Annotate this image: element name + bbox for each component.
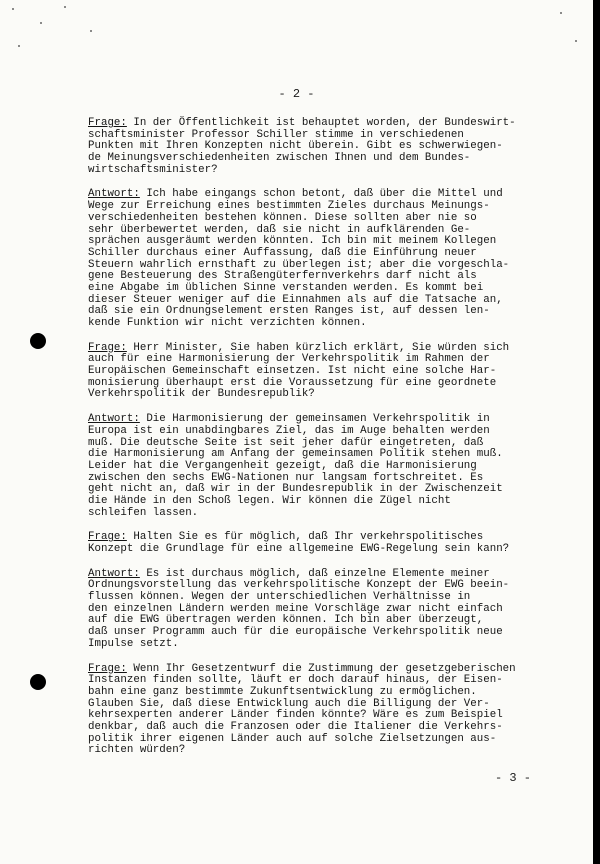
text-line: schaftsminister Professor Schiller stimme in verschiedenen [88,128,464,141]
punch-hole-bottom [30,674,46,690]
scan-speckle [40,22,42,24]
speaker-label: Frage: [88,341,127,354]
text-line [88,118,578,130]
line-text: Herr Minister, Sie haben kürzlich erklärt, Sie würden sich [126,341,510,354]
speaker-label: Frage: [88,531,127,544]
text-line: de Meinungsverschiedenheiten zwischen Ihnen und dem Bundes- [88,152,471,165]
text-line: auch für eine Harmonisierung der Verkehrspolitik im Rahmen der [88,353,490,366]
text-line: daß sie ein Ordnungselement ersten Ranges ist, auf dessen len- [88,305,490,318]
text-line: eine Abgabe im üblichen Sinne verstanden werden. Es kommt bei [88,281,484,294]
text-line: monisierung überhaupt erst die Voraussetzung für eine geordnete [88,376,497,389]
text-line: Konzept die Grundlage für eine allgemeine EWG-Regelung sein kann? [88,543,510,555]
text-line: denkbar, daß auch die Franzosen oder die Italiener die Verkehrs- [88,720,503,733]
text-line: Steuern wahrlich ernsthaft zu überlegen ist; aber die vorgeschla- [88,258,510,271]
text-line: zwischen den sechs EWG-Nationen nur langsam fortschreitet. Es [88,471,484,484]
text-line: Verkehrspolitik der Bundesrepublik? [88,388,315,401]
text-line: Glauben Sie, daß diese Entwicklung auch die Billigung der Ver- [88,697,490,710]
scan-speckle [18,45,20,47]
line-text: Wenn Ihr Gesetzentwurf die Zustimmung der gesetzgeberischen [126,662,516,675]
text-line: kehrsexperten anderer Länder finden könnte? Wäre es zum Beispiel [88,709,503,722]
text-line: Punkten mit Ihren Konzepten nicht überein. Gibt es schwerwiegen- [88,140,503,153]
text-line: verschiedenheiten bestehen können. Diese sollten aber nie so [88,211,477,224]
scan-speckle [575,40,577,42]
text-line: bahn eine ganz bestimmte Zukunftsentwicklung zu ermöglichen. [88,685,477,698]
question-block [88,664,578,758]
text-line: die Harmonisierung am Anfang der gemeinsamen Politik stehen muß. [88,448,503,461]
text-line: sehr überbewertet werden, daß sie nicht in aufklärenden Ge- [88,223,471,236]
scan-speckle [560,12,562,14]
answer-block [88,414,578,519]
text-line: Wege zur Erreichung eines bestimmten Zieles durchaus Meinungs- [88,200,490,213]
answer-block [88,189,578,329]
text-line: Europäischen Gemeinschaft einsetzen. Ist nicht eine solche Har- [88,365,497,378]
text-line: auf die EWG übertragen werden können. Ich bin aber überzeugt, [88,614,484,627]
next-page-marker: - 3 - [495,771,532,785]
question-block [88,343,578,401]
punch-hole-top [30,333,46,349]
text-line: die Hände in den Schoß legen. Wir können die Zügel nicht [88,494,451,507]
speaker-label: Frage: [88,117,127,129]
interview-text [88,118,578,770]
speaker-label: Frage: [88,662,127,675]
line-text: Ich habe eingangs schon betont, daß über die Mittel und [139,188,503,201]
question-block [88,118,578,176]
text-line: flussen können. Wegen der unterschiedlichen Verhältnisse in [88,591,471,604]
text-line: wirtschaftsminister? [88,163,218,176]
text-line: richten würden? [88,744,186,757]
question-block [88,532,578,555]
speaker-label: Antwort: [88,567,140,580]
text-line: sprächen ausgeräumt werden könnten. Ich bin mit meinem Kollegen [88,235,497,248]
text-line: dieser Steuer weniger auf die Einnahmen als auf die Tatsache an, [88,293,503,306]
text-line: Europa ist ein unabdingbares Ziel, das im Auge behalten werden [88,424,490,437]
text-line: Ordnungsvorstellung das verkehrspolitische Konzept der EWG beein- [88,579,510,592]
scan-speckle [90,30,92,32]
scan-speckle [12,8,14,10]
line-text: In der Öffentlichkeit ist behauptet worden, der Bundeswirt- [126,117,516,129]
text-line: Impulse setzt. [88,637,179,650]
speaker-label: Antwort: [88,188,140,201]
text-line: geht nicht an, daß wir in der Bundesrepublik in der Zwischenzeit [88,483,503,496]
answer-block [88,569,578,651]
speaker-label: Antwort: [88,413,140,426]
text-line: daß unser Programm auch für die europäische Verkehrspolitik neue [88,626,503,639]
text-line: gene Besteuerung des Straßengüterfernverkehrs darf nicht als [88,270,477,283]
text-line: Leider hat die Vergangenheit gezeigt, daß die Harmonisierung [88,459,477,472]
text-line: den einzelnen Ländern werden meine Vorschläge zwar nicht einfach [88,602,503,615]
text-line: politik ihrer eigenen Länder auch auf solche Zielsetzungen aus- [88,732,497,745]
line-text: Die Harmonisierung der gemeinsamen Verkehrspolitik in [139,413,490,426]
text-line: Schiller durchaus einer Auffassung, daß die Einführung neuer [88,246,477,259]
text-line: Instanzen finden sollte, läuft er doch darauf hinaus, der Eisen- [88,674,503,687]
line-text: Es ist durchaus möglich, daß einzelne Elemente meiner [139,567,490,580]
text-line: schleifen lassen. [88,506,199,519]
text-line: kende Funktion wir nicht verzichten können. [88,317,367,329]
scan-speckle [64,6,66,8]
page-number: - 2 - [278,87,315,101]
line-text: Halten Sie es für möglich, daß Ihr verkehrspolitisches [126,531,484,544]
text-line: muß. Die deutsche Seite ist seit jeher dafür eingetreten, daß [88,436,484,449]
